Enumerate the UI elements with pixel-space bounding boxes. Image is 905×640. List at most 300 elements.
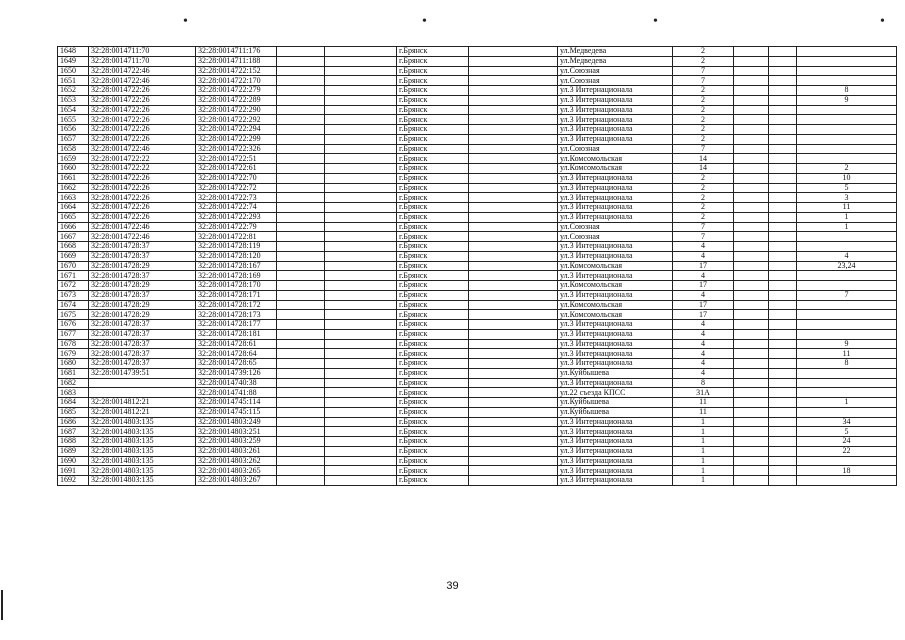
building-number-cell: 32:28:0014722:279 <box>196 86 277 96</box>
blank-cell <box>734 476 769 486</box>
blank-cell <box>325 407 397 417</box>
row-number-cell: 1656 <box>58 125 89 135</box>
blank-cell <box>277 115 325 125</box>
blank-cell <box>325 359 397 369</box>
street-cell: ул.Медведева <box>558 56 673 66</box>
street-cell: ул.Комсомольская <box>558 164 673 174</box>
apartment-number-cell <box>797 476 897 486</box>
city-cell: г.Брянск <box>397 310 469 320</box>
house-number-cell: 1 <box>673 446 734 456</box>
building-number-cell: 32:28:0014803:261 <box>196 446 277 456</box>
blank-cell <box>769 95 797 105</box>
blank-cell <box>734 203 769 213</box>
parcel-number-cell: 32:28:0014722:26 <box>89 173 196 183</box>
table-row <box>58 271 897 281</box>
parcel-number-cell: 32:28:0014722:26 <box>89 125 196 135</box>
blank-cell <box>277 417 325 427</box>
blank-cell <box>469 222 558 232</box>
blank-cell <box>277 320 325 330</box>
row-number-cell: 1667 <box>58 232 89 242</box>
row-number-cell: 1653 <box>58 95 89 105</box>
blank-cell <box>469 300 558 310</box>
house-number-cell: 4 <box>673 290 734 300</box>
apartment-number-cell: 5 <box>797 427 897 437</box>
blank-cell <box>734 417 769 427</box>
table-row <box>58 203 897 213</box>
blank-cell <box>469 320 558 330</box>
blank-cell <box>734 378 769 388</box>
apartment-number-cell <box>797 125 897 135</box>
blank-cell <box>325 115 397 125</box>
house-number-cell: 2 <box>673 125 734 135</box>
blank-cell <box>325 134 397 144</box>
building-number-cell: 32:28:0014722:170 <box>196 76 277 86</box>
row-number-cell: 1665 <box>58 212 89 222</box>
parcel-number-cell: 32:28:0014812:21 <box>89 398 196 408</box>
street-cell: ул.3 Интернационала <box>558 271 673 281</box>
apartment-number-cell: 1 <box>797 212 897 222</box>
blank-cell <box>769 446 797 456</box>
blank-cell <box>769 388 797 398</box>
blank-cell <box>325 251 397 261</box>
street-cell: ул.3 Интернационала <box>558 456 673 466</box>
blank-cell <box>769 261 797 271</box>
parcel-number-cell: 32:28:0014722:46 <box>89 76 196 86</box>
street-cell: ул.22 съезда КПСС <box>558 388 673 398</box>
blank-cell <box>325 232 397 242</box>
apartment-number-cell: 1 <box>797 398 897 408</box>
row-number-cell: 1666 <box>58 222 89 232</box>
parcel-number-cell: 32:28:0014722:46 <box>89 222 196 232</box>
blank-cell <box>469 437 558 447</box>
blank-cell <box>769 398 797 408</box>
blank-cell <box>325 378 397 388</box>
street-cell: ул.3 Интернационала <box>558 466 673 476</box>
blank-cell <box>734 173 769 183</box>
apartment-number-cell <box>797 271 897 281</box>
street-cell: ул.3 Интернационала <box>558 329 673 339</box>
street-cell: ул.3 Интернационала <box>558 86 673 96</box>
table-row <box>58 310 897 320</box>
building-number-cell: 32:28:0014803:259 <box>196 437 277 447</box>
blank-cell <box>469 378 558 388</box>
house-number-cell: 4 <box>673 329 734 339</box>
house-number-cell: 4 <box>673 242 734 252</box>
street-cell: ул.Союзная <box>558 232 673 242</box>
house-number-cell: 2 <box>673 173 734 183</box>
blank-cell <box>277 388 325 398</box>
blank-cell <box>734 193 769 203</box>
apartment-number-cell <box>797 281 897 291</box>
registry-table-body <box>58 47 897 486</box>
blank-cell <box>277 173 325 183</box>
row-number-cell: 1681 <box>58 368 89 378</box>
apartment-number-cell: 7 <box>797 290 897 300</box>
scan-dot: • <box>422 14 427 29</box>
blank-cell <box>769 134 797 144</box>
city-cell: г.Брянск <box>397 378 469 388</box>
city-cell: г.Брянск <box>397 212 469 222</box>
row-number-cell: 1687 <box>58 427 89 437</box>
street-cell: ул.3 Интернационала <box>558 115 673 125</box>
apartment-number-cell: 23,24 <box>797 261 897 271</box>
apartment-number-cell: 22 <box>797 446 897 456</box>
city-cell: г.Брянск <box>397 281 469 291</box>
street-cell: ул.3 Интернационала <box>558 378 673 388</box>
parcel-number-cell: 32:28:0014722:26 <box>89 95 196 105</box>
blank-cell <box>769 456 797 466</box>
blank-cell <box>769 47 797 57</box>
blank-cell <box>325 173 397 183</box>
parcel-number-cell: 32:28:0014722:26 <box>89 86 196 96</box>
row-number-cell: 1658 <box>58 144 89 154</box>
blank-cell <box>734 466 769 476</box>
house-number-cell: 2 <box>673 183 734 193</box>
blank-cell <box>277 66 325 76</box>
house-number-cell: 4 <box>673 349 734 359</box>
blank-cell <box>325 281 397 291</box>
building-number-cell: 32:28:0014722:289 <box>196 95 277 105</box>
blank-cell <box>325 320 397 330</box>
blank-cell <box>325 183 397 193</box>
blank-cell <box>769 222 797 232</box>
blank-cell <box>277 446 325 456</box>
blank-cell <box>769 164 797 174</box>
street-cell: ул.3 Интернационала <box>558 427 673 437</box>
blank-cell <box>469 427 558 437</box>
house-number-cell: 2 <box>673 203 734 213</box>
row-number-cell: 1692 <box>58 476 89 486</box>
blank-cell <box>277 154 325 164</box>
row-number-cell: 1657 <box>58 134 89 144</box>
house-number-cell: 4 <box>673 271 734 281</box>
blank-cell <box>277 329 325 339</box>
blank-cell <box>277 368 325 378</box>
parcel-number-cell: 32:28:0014739:51 <box>89 368 196 378</box>
parcel-number-cell: 32:28:0014722:26 <box>89 134 196 144</box>
apartment-number-cell <box>797 300 897 310</box>
table-row <box>58 134 897 144</box>
blank-cell <box>469 183 558 193</box>
city-cell: г.Брянск <box>397 144 469 154</box>
building-number-cell: 32:28:0014728:65 <box>196 359 277 369</box>
street-cell: ул.3 Интернационала <box>558 339 673 349</box>
blank-cell <box>469 66 558 76</box>
row-number-cell: 1683 <box>58 388 89 398</box>
row-number-cell: 1651 <box>58 76 89 86</box>
city-cell: г.Брянск <box>397 95 469 105</box>
blank-cell <box>769 437 797 447</box>
blank-cell <box>734 56 769 66</box>
street-cell: ул.Куйбышева <box>558 398 673 408</box>
apartment-number-cell: 9 <box>797 339 897 349</box>
blank-cell <box>734 271 769 281</box>
house-number-cell: 2 <box>673 212 734 222</box>
row-number-cell: 1689 <box>58 446 89 456</box>
street-cell: ул.3 Интернационала <box>558 134 673 144</box>
house-number-cell: 7 <box>673 232 734 242</box>
blank-cell <box>469 134 558 144</box>
house-number-cell: 17 <box>673 261 734 271</box>
blank-cell <box>469 251 558 261</box>
street-cell: ул.3 Интернационала <box>558 125 673 135</box>
blank-cell <box>769 427 797 437</box>
building-number-cell: 32:28:0014728:167 <box>196 261 277 271</box>
blank-cell <box>734 300 769 310</box>
apartment-number-cell: 3 <box>797 193 897 203</box>
building-number-cell: 32:28:0014803:262 <box>196 456 277 466</box>
row-number-cell: 1670 <box>58 261 89 271</box>
blank-cell <box>769 125 797 135</box>
parcel-number-cell <box>89 378 196 388</box>
blank-cell <box>469 466 558 476</box>
blank-cell <box>277 437 325 447</box>
row-number-cell: 1652 <box>58 86 89 96</box>
building-number-cell: 32:28:0014722:73 <box>196 193 277 203</box>
blank-cell <box>769 310 797 320</box>
apartment-number-cell <box>797 456 897 466</box>
blank-cell <box>277 271 325 281</box>
building-number-cell: 32:28:0014711:188 <box>196 56 277 66</box>
city-cell: г.Брянск <box>397 476 469 486</box>
city-cell: г.Брянск <box>397 437 469 447</box>
blank-cell <box>734 261 769 271</box>
blank-cell <box>734 427 769 437</box>
blank-cell <box>277 212 325 222</box>
house-number-cell: 4 <box>673 359 734 369</box>
house-number-cell: 1 <box>673 417 734 427</box>
blank-cell <box>325 125 397 135</box>
row-number-cell: 1668 <box>58 242 89 252</box>
city-cell: г.Брянск <box>397 290 469 300</box>
apartment-number-cell <box>797 232 897 242</box>
blank-cell <box>325 437 397 447</box>
blank-cell <box>469 212 558 222</box>
parcel-number-cell: 32:28:0014728:37 <box>89 359 196 369</box>
parcel-number-cell: 32:28:0014803:135 <box>89 437 196 447</box>
house-number-cell: 1 <box>673 476 734 486</box>
street-cell: ул.3 Интернационала <box>558 251 673 261</box>
scan-marks <box>0 14 905 29</box>
blank-cell <box>277 398 325 408</box>
apartment-number-cell <box>797 368 897 378</box>
row-number-cell: 1682 <box>58 378 89 388</box>
blank-cell <box>325 388 397 398</box>
blank-cell <box>469 398 558 408</box>
house-number-cell: 2 <box>673 95 734 105</box>
table-row <box>58 66 897 76</box>
table-row <box>58 466 897 476</box>
row-number-cell: 1685 <box>58 407 89 417</box>
blank-cell <box>469 242 558 252</box>
building-number-cell: 32:28:0014722:70 <box>196 173 277 183</box>
building-number-cell: 32:28:0014728:173 <box>196 310 277 320</box>
blank-cell <box>325 154 397 164</box>
apartment-number-cell: 1 <box>797 222 897 232</box>
blank-cell <box>469 95 558 105</box>
table-row <box>58 398 897 408</box>
blank-cell <box>325 476 397 486</box>
city-cell: г.Брянск <box>397 105 469 115</box>
apartment-number-cell <box>797 66 897 76</box>
blank-cell <box>325 368 397 378</box>
parcel-number-cell: 32:28:0014722:46 <box>89 232 196 242</box>
city-cell: г.Брянск <box>397 349 469 359</box>
house-number-cell: 1 <box>673 466 734 476</box>
row-number-cell: 1648 <box>58 47 89 57</box>
blank-cell <box>734 437 769 447</box>
apartment-number-cell: 11 <box>797 349 897 359</box>
parcel-number-cell: 32:28:0014722:46 <box>89 66 196 76</box>
blank-cell <box>734 242 769 252</box>
table-row <box>58 164 897 174</box>
row-number-cell: 1688 <box>58 437 89 447</box>
street-cell: ул.Комсомольская <box>558 300 673 310</box>
city-cell: г.Брянск <box>397 339 469 349</box>
apartment-number-cell: 2 <box>797 164 897 174</box>
blank-cell <box>769 154 797 164</box>
apartment-number-cell: 9 <box>797 95 897 105</box>
blank-cell <box>469 173 558 183</box>
row-number-cell: 1664 <box>58 203 89 213</box>
table-row <box>58 329 897 339</box>
building-number-cell: 32:28:0014741:88 <box>196 388 277 398</box>
blank-cell <box>769 66 797 76</box>
building-number-cell: 32:28:0014728:181 <box>196 329 277 339</box>
row-number-cell: 1655 <box>58 115 89 125</box>
city-cell: г.Брянск <box>397 398 469 408</box>
blank-cell <box>769 193 797 203</box>
blank-cell <box>325 56 397 66</box>
blank-cell <box>325 105 397 115</box>
blank-cell <box>277 222 325 232</box>
apartment-number-cell <box>797 320 897 330</box>
row-number-cell: 1660 <box>58 164 89 174</box>
city-cell: г.Брянск <box>397 66 469 76</box>
blank-cell <box>469 349 558 359</box>
scan-dot: • <box>880 14 885 29</box>
street-cell: ул.Комсомольская <box>558 261 673 271</box>
building-number-cell: 32:28:0014722:72 <box>196 183 277 193</box>
blank-cell <box>734 398 769 408</box>
street-cell: ул.Союзная <box>558 222 673 232</box>
house-number-cell: 2 <box>673 193 734 203</box>
blank-cell <box>325 212 397 222</box>
street-cell: ул.3 Интернационала <box>558 446 673 456</box>
city-cell: г.Брянск <box>397 203 469 213</box>
blank-cell <box>469 193 558 203</box>
table-row <box>58 281 897 291</box>
blank-cell <box>325 456 397 466</box>
blank-cell <box>277 407 325 417</box>
blank-cell <box>277 105 325 115</box>
blank-cell <box>325 76 397 86</box>
table-row <box>58 456 897 466</box>
building-number-cell: 32:28:0014722:51 <box>196 154 277 164</box>
city-cell: г.Брянск <box>397 242 469 252</box>
blank-cell <box>469 446 558 456</box>
blank-cell <box>277 193 325 203</box>
blank-cell <box>469 232 558 242</box>
parcel-number-cell: 32:28:0014722:26 <box>89 193 196 203</box>
table-row <box>58 115 897 125</box>
table-row <box>58 339 897 349</box>
parcel-number-cell <box>89 388 196 398</box>
blank-cell <box>469 86 558 96</box>
house-number-cell: 7 <box>673 144 734 154</box>
blank-cell <box>277 300 325 310</box>
blank-cell <box>469 56 558 66</box>
blank-cell <box>734 105 769 115</box>
blank-cell <box>325 222 397 232</box>
blank-cell <box>277 144 325 154</box>
house-number-cell: 2 <box>673 86 734 96</box>
blank-cell <box>769 173 797 183</box>
blank-cell <box>734 212 769 222</box>
table-row <box>58 173 897 183</box>
table-row <box>58 417 897 427</box>
blank-cell <box>734 183 769 193</box>
blank-cell <box>734 144 769 154</box>
blank-cell <box>769 320 797 330</box>
city-cell: г.Брянск <box>397 427 469 437</box>
street-cell: ул.3 Интернационала <box>558 173 673 183</box>
apartment-number-cell <box>797 144 897 154</box>
building-number-cell: 32:28:0014728:177 <box>196 320 277 330</box>
table-row <box>58 427 897 437</box>
parcel-number-cell: 32:28:0014722:26 <box>89 105 196 115</box>
parcel-number-cell: 32:28:0014803:135 <box>89 427 196 437</box>
table-row <box>58 105 897 115</box>
apartment-number-cell <box>797 47 897 57</box>
parcel-number-cell: 32:28:0014722:26 <box>89 212 196 222</box>
blank-cell <box>277 86 325 96</box>
table-row <box>58 320 897 330</box>
table-row <box>58 300 897 310</box>
blank-cell <box>325 329 397 339</box>
blank-cell <box>769 300 797 310</box>
table-row <box>58 446 897 456</box>
city-cell: г.Брянск <box>397 251 469 261</box>
table-row <box>58 222 897 232</box>
city-cell: г.Брянск <box>397 320 469 330</box>
parcel-number-cell: 32:28:0014728:29 <box>89 281 196 291</box>
building-number-cell: 32:28:0014803:265 <box>196 466 277 476</box>
blank-cell <box>734 76 769 86</box>
blank-cell <box>734 446 769 456</box>
blank-cell <box>769 466 797 476</box>
table-row <box>58 251 897 261</box>
street-cell: ул.3 Интернационала <box>558 290 673 300</box>
blank-cell <box>734 47 769 57</box>
blank-cell <box>734 251 769 261</box>
building-number-cell: 32:28:0014728:170 <box>196 281 277 291</box>
blank-cell <box>277 339 325 349</box>
row-number-cell: 1678 <box>58 339 89 349</box>
house-number-cell: 31А <box>673 388 734 398</box>
house-number-cell: 8 <box>673 378 734 388</box>
blank-cell <box>734 164 769 174</box>
street-cell: ул.3 Интернационала <box>558 349 673 359</box>
blank-cell <box>769 203 797 213</box>
parcel-number-cell: 32:28:0014711:70 <box>89 56 196 66</box>
blank-cell <box>469 456 558 466</box>
blank-cell <box>734 125 769 135</box>
blank-cell <box>769 407 797 417</box>
apartment-number-cell <box>797 242 897 252</box>
blank-cell <box>734 134 769 144</box>
blank-cell <box>325 261 397 271</box>
